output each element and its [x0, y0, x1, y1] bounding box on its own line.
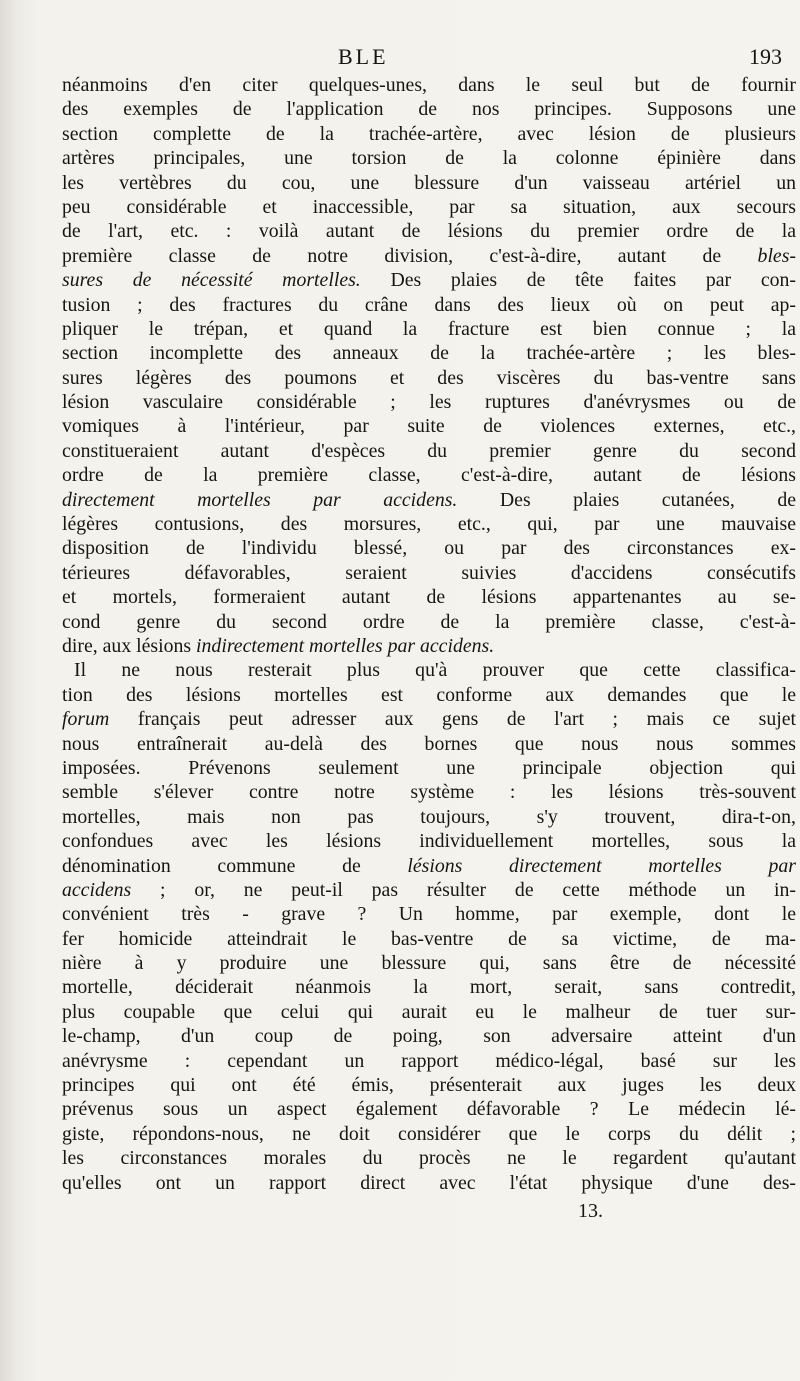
roman-text: le-champ, d'un coup de poing, son adversaire atteint d'un: [62, 1025, 796, 1048]
text-line: [62, 658, 796, 682]
roman-text: vomiques à l'intérieur, par suite de violences externes, etc.,: [62, 415, 796, 438]
text-line: [62, 512, 796, 536]
roman-text: imposées. Prévenons seulement une principale objection qui: [62, 756, 796, 779]
roman-text: ; or, ne peut-il pas résulter de cette méthode un in-: [131, 878, 796, 901]
text-line: [62, 195, 796, 219]
text-line: [62, 1073, 796, 1097]
roman-text: principes qui ont été émis, présenterait aux juges les deux: [62, 1074, 796, 1097]
roman-text: tion des lésions mortelles est conforme aux demandes que le: [62, 683, 796, 706]
text-line: [62, 1000, 796, 1024]
roman-text: les vertèbres du cou, une blessure d'un vaisseau artériel un: [62, 171, 796, 194]
roman-text: prévenus sous un aspect également défavorable ? Le médecin lé-: [62, 1098, 796, 1121]
italic-text: lésions directement mortelles par: [407, 854, 796, 877]
roman-text: anévrysme : cependant un rapport médico-légal, basé sur les: [62, 1049, 796, 1072]
italic-text: sures de nécessité mortelles.: [62, 269, 361, 292]
italic-text: bles-: [757, 244, 796, 267]
running-head: BLE: [338, 44, 389, 69]
roman-text: nous entraînerait au-delà des bornes que nous nous sommes: [62, 732, 796, 755]
roman-text: dénomination commune de: [62, 854, 408, 877]
text-line: [62, 878, 796, 902]
text-line: [62, 854, 796, 878]
roman-text: cond genre du second ordre de la première classe, c'est-à-: [62, 610, 796, 633]
text-line: [62, 293, 796, 317]
text-line: [62, 268, 796, 292]
roman-text: disposition de l'individu blessé, ou par des circonstances ex-: [62, 537, 796, 560]
text-line: [62, 756, 796, 780]
text-line: [62, 414, 796, 438]
italic-text: accidens: [62, 878, 132, 901]
text-line: [62, 1049, 796, 1073]
roman-text: semble s'élever contre notre système : les lésions très-souvent: [62, 781, 796, 804]
roman-text: sures légères des poumons et des viscères du bas-ventre sans: [62, 366, 796, 389]
roman-text: nière à y produire une blessure qui, sans être de nécessité: [62, 952, 796, 975]
text-line: [62, 1097, 796, 1121]
text-line: [62, 439, 796, 463]
text-line: [62, 975, 796, 999]
roman-text: français peut adresser aux gens de l'art ; mais ce sujet: [109, 708, 796, 731]
roman-text: légères contusions, des morsures, etc., qui, par une mauvaise: [62, 513, 796, 536]
roman-text: de l'art, etc. : voilà autant de lésions du premier ordre de la: [62, 220, 796, 243]
roman-text: ordre de la première classe, c'est-à-dire, autant de lésions: [62, 464, 796, 487]
roman-text: Il ne nous resterait plus qu'à prouver que cette classifica-: [74, 659, 796, 682]
text-line: [62, 1146, 796, 1170]
text-line: [62, 390, 796, 414]
text-line: [62, 951, 796, 975]
roman-text: les circonstances morales du procès ne le regardent qu'autant: [62, 1147, 796, 1170]
text-line: [62, 73, 796, 97]
text-line: [62, 902, 796, 926]
text-line: [62, 97, 796, 121]
roman-text: mortelles, mais non pas toujours, s'y trouvent, dira-t-on,: [62, 805, 796, 828]
text-line: [62, 219, 796, 243]
text-line: [62, 683, 796, 707]
roman-text: Des plaies de tête faites par con-: [360, 269, 796, 292]
roman-text: néanmoins d'en citer quelques-unes, dans le seul but de fournir: [62, 74, 796, 96]
italic-text: indirectement mortelles par accidens.: [196, 634, 495, 657]
roman-text: et mortels, formeraient autant de lésions appartenantes au se-: [62, 586, 796, 609]
text-line: [62, 463, 796, 487]
text-line: [62, 488, 796, 512]
roman-text: tusion ; des fractures du crâne dans des lieux où on peut ap-: [62, 293, 796, 316]
roman-text: artères principales, une torsion de la colonne épinière dans: [62, 147, 796, 170]
text-line: [62, 927, 796, 951]
text-line: [62, 585, 796, 609]
text-line: [62, 1122, 796, 1146]
text-line: [62, 805, 796, 829]
text-line: [62, 317, 796, 341]
signature-mark: 13.: [578, 1200, 603, 1222]
text-line: [62, 341, 796, 365]
roman-text: convénient très - grave ? Un homme, par exemple, dont le: [62, 903, 796, 926]
text-line: [62, 707, 796, 731]
italic-text: directement mortelles par accidens.: [62, 488, 458, 511]
roman-text: section incomplette des anneaux de la trachée-artère ; les bles-: [62, 342, 796, 365]
roman-text: peu considérable et inaccessible, par sa situation, aux secours: [62, 195, 796, 218]
roman-text: giste, répondons-nous, ne doit considérer que le corps du délit ;: [62, 1122, 796, 1145]
roman-text: section complette de la trachée-artère, avec lésion de plusieurs: [62, 122, 796, 145]
text-line: [62, 732, 796, 756]
text-line: [62, 171, 796, 195]
text-line: [62, 780, 796, 804]
text-line: [62, 1024, 796, 1048]
roman-text: Des plaies cutanées, de: [457, 488, 796, 511]
roman-text: qu'elles ont un rapport direct avec l'état physique d'une des-: [62, 1171, 796, 1194]
roman-text: constitueraient autant d'espèces du premier genre du second: [62, 439, 796, 462]
text-line: [62, 244, 796, 268]
text-line: [62, 146, 796, 170]
text-line: [62, 536, 796, 560]
text-line: [62, 1171, 796, 1195]
roman-text: pliquer le trépan, et quand la fracture est bien connue ; la: [62, 317, 796, 340]
body-text: [62, 73, 796, 1195]
page-header: [0, 42, 800, 76]
roman-text: lésion vasculaire considérable ; les ruptures d'anévrysmes ou de: [62, 391, 796, 414]
text-line: [62, 366, 796, 390]
roman-text: mortelle, déciderait néanmois la mort, serait, sans contredit,: [62, 976, 796, 999]
text-line: [62, 122, 796, 146]
text-line: [62, 634, 796, 658]
roman-text: confondues avec les lésions individuellement mortelles, sous la: [62, 830, 796, 853]
italic-text: forum: [62, 708, 110, 731]
page-number: 193: [749, 44, 782, 69]
roman-text: plus coupable que celui qui aurait eu le malheur de tuer sur-: [62, 1000, 796, 1023]
roman-text: dire, aux lésions: [62, 634, 197, 657]
text-line: [62, 829, 796, 853]
roman-text: des exemples de l'application de nos principes. Supposons une: [62, 98, 796, 121]
roman-text: première classe de notre division, c'est-à-dire, autant de: [62, 244, 758, 267]
text-line: [62, 610, 796, 634]
roman-text: térieures défavorables, seraient suivies d'accidens consécutifs: [62, 561, 796, 584]
text-line: [62, 561, 796, 585]
roman-text: fer homicide atteindrait le bas-ventre de sa victime, de ma-: [62, 927, 796, 950]
